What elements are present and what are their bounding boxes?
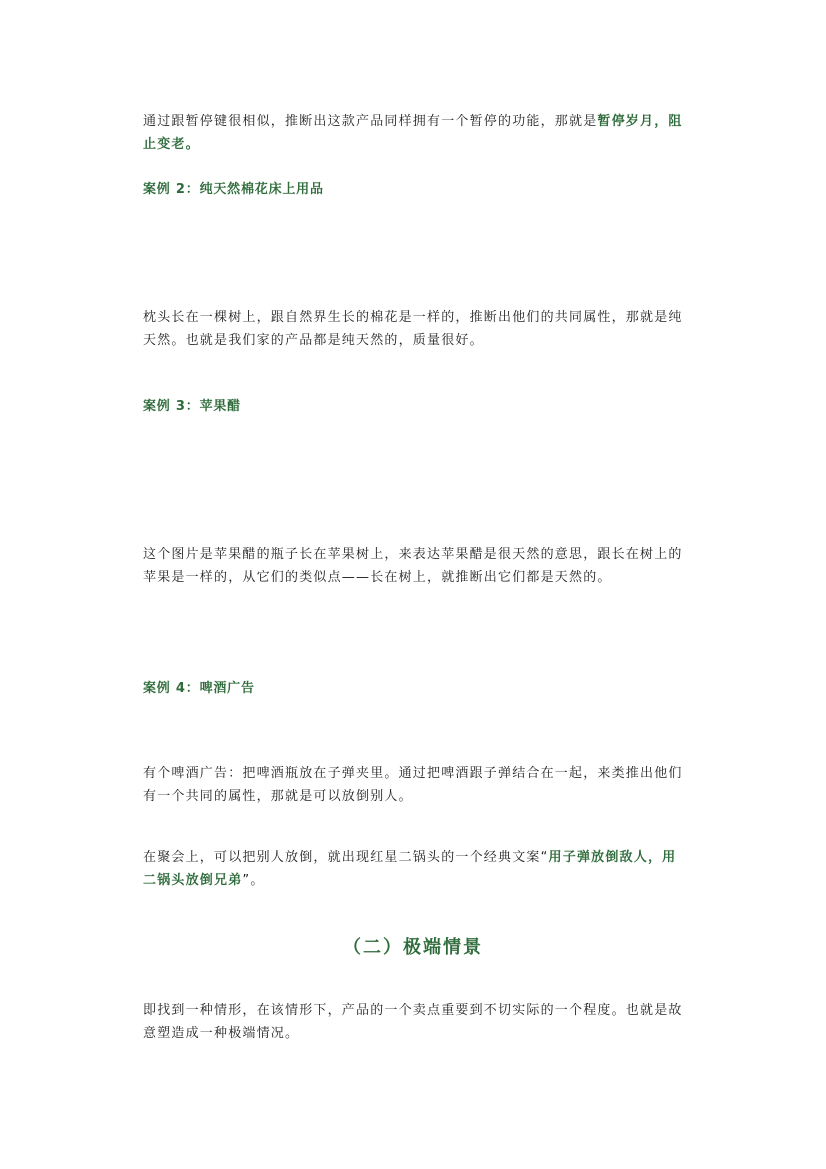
paragraph-cotton-bedding	[143, 306, 688, 352]
paragraph-text: 在聚会上，可以把别人放倒，就出现红星二锅头的一个经典文案“	[143, 850, 549, 865]
case-4-heading: 案例 4：啤酒广告	[143, 681, 255, 696]
paragraph-pause-function	[143, 110, 688, 156]
highlight-text: 暂停岁月，阻止变老。	[143, 114, 683, 152]
paragraph-text: 枕头长在一棵树上，跟自然界生长的棉花是一样的，推断出他们的共同属性，那就是纯天然。也就是我们家的产品都是纯天然的，质量很好。	[143, 310, 683, 348]
paragraph-apple-vinegar	[143, 543, 688, 589]
paragraph-text: 即找到一种情形，在该情形下，产品的一个卖点重要到不切实际的一个程度。也就是故意塑造成一种极端情况。	[143, 1003, 683, 1041]
case-2-heading: 案例 2：纯天然棉花床上用品	[143, 182, 324, 197]
paragraph-extreme-scenario	[143, 999, 688, 1045]
paragraph-text: 通过跟暂停键很相似，推断出这款产品同样拥有一个暂停的功能，那就是	[143, 114, 598, 129]
section-heading-extreme-scenario: （二）极端情景	[343, 937, 483, 958]
paragraph-text: 这个图片是苹果醋的瓶子长在苹果树上，来表达苹果醋是很天然的意思，跟长在树上的苹果是一样的，从它们的类似点——长在树上，就推断出它们都是天然的。	[143, 547, 683, 585]
paragraph-text: 有个啤酒广告：把啤酒瓶放在子弹夹里。通过把啤酒跟子弹结合在一起，来类推出他们有一个共同的属性，那就是可以放倒别人。	[143, 766, 683, 804]
case-3-heading: 案例 3：苹果醋	[143, 399, 241, 414]
paragraph-erguotou-copy	[143, 846, 688, 892]
paragraph-tail: ”。	[242, 873, 265, 888]
highlight-text: 用子弹放倒敌人，用二锅头放倒兄弟	[143, 850, 677, 888]
paragraph-beer-ad	[143, 762, 688, 808]
